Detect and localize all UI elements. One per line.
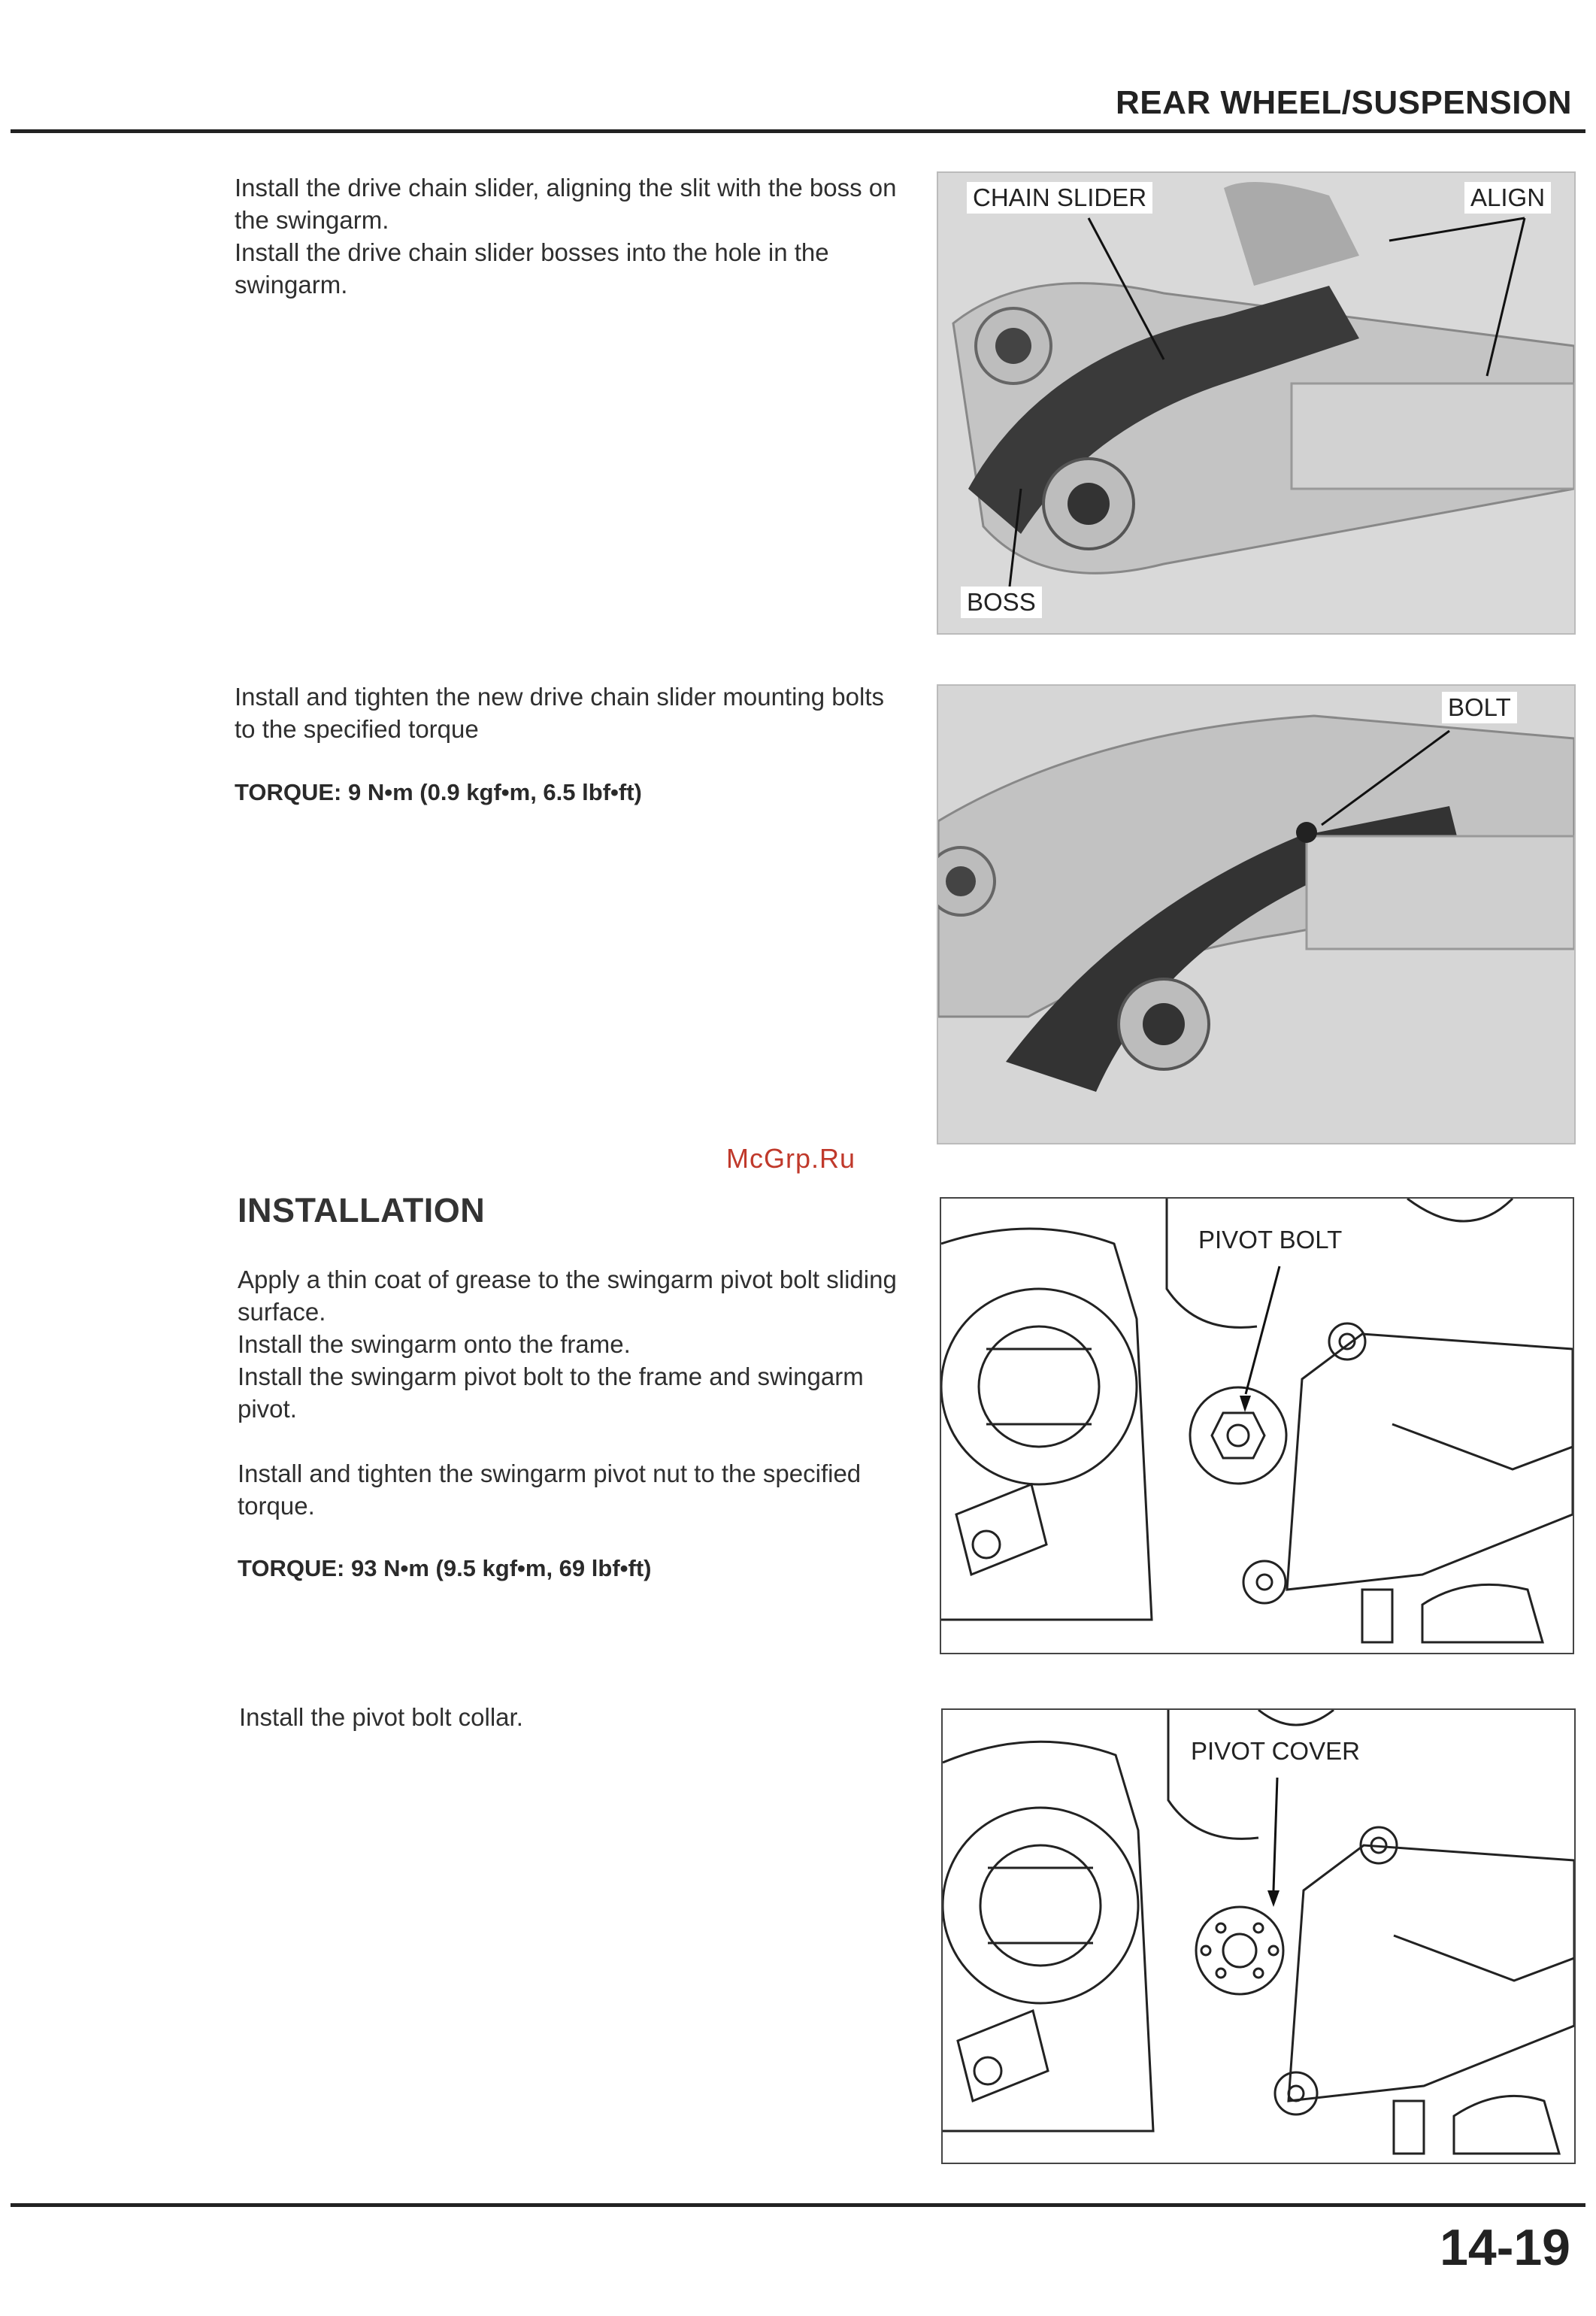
instruction-line: Install and tighten the new drive chain slider mounting bolts to the specified torque — [235, 683, 885, 743]
instruction-line: Install the pivot bolt collar. — [239, 1703, 523, 1731]
instruction-line: Install the drive chain slider, aligning the slit with the boss on the swingarm. — [235, 174, 897, 234]
figure-pivot-bolt-drawing — [940, 1197, 1574, 1654]
pivot-nut-instructions — [238, 1457, 905, 1522]
instruction-line: Install the swingarm pivot bolt to the frame and swingarm pivot. — [238, 1363, 864, 1423]
collar-instructions — [239, 1701, 907, 1733]
section-title-installation: INSTALLATION — [238, 1191, 486, 1229]
pivot-bolt-illustration — [941, 1199, 1573, 1653]
label-pivot-cover: PIVOT COVER — [1191, 1737, 1360, 1765]
instruction-line: Apply a thin coat of grease to the swingarm pivot bolt sliding surface. — [238, 1266, 897, 1326]
mounting-bolts-instructions — [235, 681, 902, 745]
label-chain-slider: CHAIN SLIDER — [967, 182, 1152, 214]
footer-rule — [11, 2203, 1585, 2207]
label-boss: BOSS — [961, 587, 1042, 618]
instruction-line: Install and tighten the swingarm pivot nut to the specified torque. — [238, 1460, 862, 1520]
figure-chain-slider-photo — [937, 171, 1576, 635]
pivot-cover-illustration — [943, 1710, 1574, 2163]
page-number: 14-19 — [1440, 2219, 1570, 2276]
chain-slider-illustration — [938, 173, 1574, 633]
section-header-title: REAR WHEEL/SUSPENSION — [1115, 84, 1572, 121]
torque-spec-slider-bolts: TORQUE: 9 N•m (0.9 kgf•m, 6.5 lbf•ft) — [235, 779, 642, 805]
watermark: McGrp.Ru — [726, 1143, 856, 1174]
instruction-line: Install the drive chain slider bosses into the hole in the swingarm. — [235, 238, 829, 299]
chain-slider-instructions — [235, 171, 902, 301]
header-rule — [11, 129, 1585, 133]
label-pivot-bolt: PIVOT BOLT — [1198, 1226, 1343, 1253]
torque-spec-pivot-nut: TORQUE: 93 N•m (9.5 kgf•m, 69 lbf•ft) — [238, 1555, 652, 1581]
slider-bolt-illustration — [938, 686, 1574, 1143]
figure-bolt-photo — [937, 684, 1576, 1144]
figure-pivot-cover-drawing — [941, 1708, 1576, 2164]
installation-instructions — [238, 1263, 905, 1425]
label-align: ALIGN — [1464, 182, 1551, 214]
instruction-line: Install the swingarm onto the frame. — [238, 1330, 631, 1358]
label-bolt: BOLT — [1442, 692, 1517, 723]
